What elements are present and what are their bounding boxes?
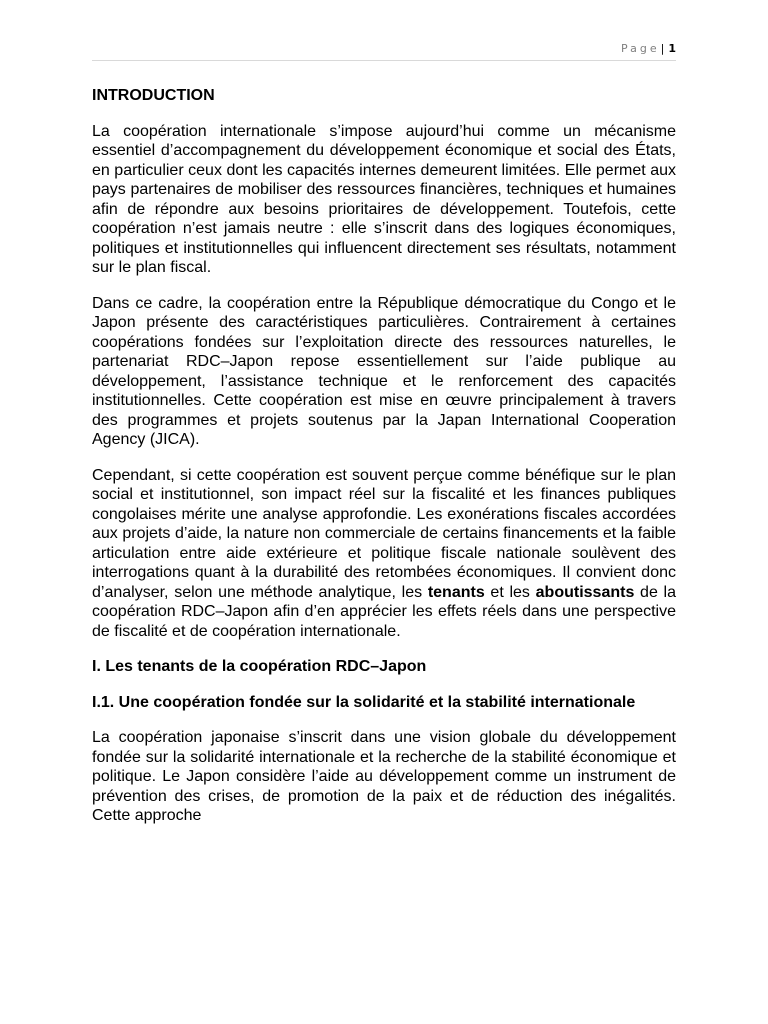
intro-paragraph-1: La coopération internationale s’impose aujourd’hui comme un mécanisme essentiel d’accompagnement du développement économique et social des États, en particulier ceux dont les capacités internes demeurent limitées. Elle permet aux pays partenaires de mobiliser des ressources financières, techniques et humaines afin de répondre aux besoins prioritaires de développement. Toutefois, cette coopération n’est jamais neutre : elle s’inscrit dans des logiques économiques, politiques et institutionnelles qui influencent directement ses résultats, notamment sur le plan fiscal. <box>92 122 676 276</box>
intro-paragraph-3 <box>92 466 676 642</box>
page-header <box>92 42 676 61</box>
introduction-heading: INTRODUCTION <box>92 87 215 104</box>
term-tenants: tenants <box>427 583 485 601</box>
page-number: 1 <box>668 42 676 55</box>
intro-paragraph-3-text-b: et les <box>484 583 536 601</box>
document-body <box>92 86 676 826</box>
intro-paragraph-3-text-c: de la coopération RDC–Japon afin d’en apprécier les effets réels dans une perspective de fiscalité et de coopération internationale. <box>92 583 677 640</box>
intro-paragraph-2: Dans ce cadre, la coopération entre la République démocratique du Congo et le Japon présente des caractéristiques particulières. Contrairement à certaines coopérations fondées sur l’exploitation directe des ressources naturelles, le partenariat RDC–Japon repose essentiellement sur l’aide publique au développement, l’assistance technique et le renforcement des capacités institutionnelles. Cette coopération est mise en œuvre principalement à travers des programmes et projets soutenus par la Japan International Cooperation Agency (JICA). <box>92 294 676 448</box>
section-1-heading: I. Les tenants de la coopération RDC–Japon <box>92 658 427 675</box>
section-1-paragraph-1: La coopération japonaise s’inscrit dans une vision globale du développement fondée sur la solidarité internationale et la recherche de la stabilité économique et politique. Le Japon considère l’aide au développement comme un instrument de prévention des crises, de promotion de la paix et de réduction des inégalités. Cette approche <box>92 729 676 824</box>
term-aboutissants: aboutissants <box>535 583 635 601</box>
page-separator: | <box>660 42 665 55</box>
intro-paragraph-3-text-a: Cependant, si cette coopération est souvent perçue comme bénéfique sur le plan social et institutionnel, son impact réel sur la fiscalité et les finances publiques congolaises mérite une analyse approfondie. Les exonérations fiscales accordées aux projets d’aide, la nature non commerciale de certains financements et la faible articulation entre aide extérieure et politique fiscale nationale soulèvent des interrogations quant à la durabilité des retombées économiques. Il convient donc d’analyser, selon une méthode analytique, les <box>92 466 676 601</box>
page-label: Page <box>620 42 660 55</box>
subsection-1-1-heading: I.1. Une coopération fondée sur la solidarité et la stabilité internationale <box>92 693 636 711</box>
